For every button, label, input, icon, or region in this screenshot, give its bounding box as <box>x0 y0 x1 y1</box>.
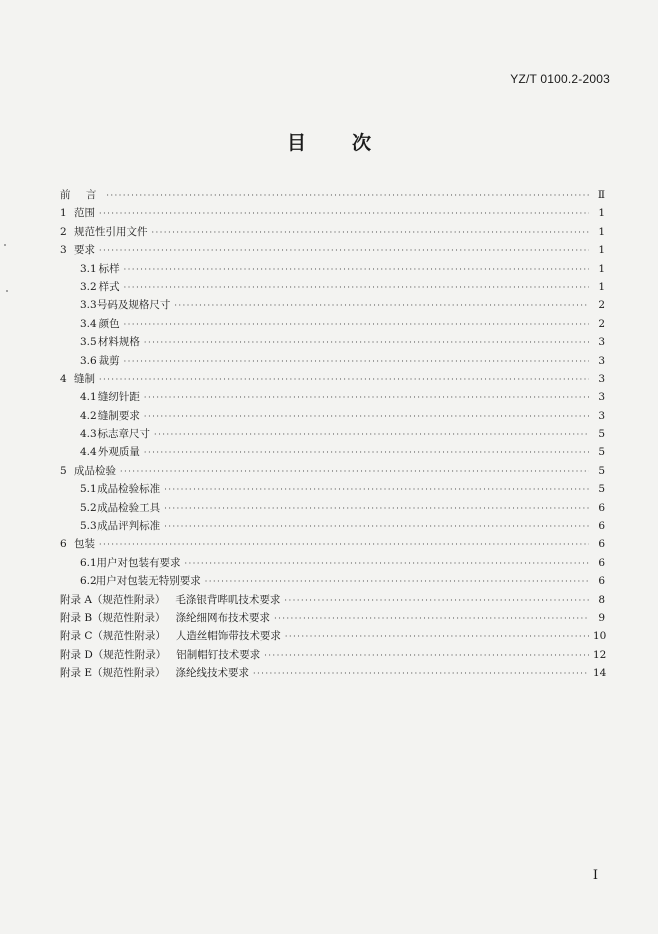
toc-entry-number: 1 <box>60 207 67 220</box>
toc-entry-preface[interactable] <box>60 186 605 204</box>
toc-subentry[interactable] <box>60 388 605 406</box>
toc-leader-dots <box>99 371 589 389</box>
toc-page-number: 1 <box>598 244 605 257</box>
toc-appendix-number: 附录 B（规范性附录） <box>60 611 166 624</box>
toc-entry-label: 标志章尺寸 <box>97 428 151 441</box>
toc-leader-dots <box>124 353 589 371</box>
toc-entry-number: 6.1 <box>80 556 97 569</box>
toc-subentry[interactable] <box>60 352 605 370</box>
toc-entry[interactable] <box>60 462 605 480</box>
toc-leader-dots <box>164 518 589 536</box>
toc-page-number: 3 <box>598 336 605 349</box>
toc-subentry[interactable] <box>60 554 605 572</box>
toc-page-number: 1 <box>598 207 605 220</box>
toc-leader-dots <box>164 500 589 518</box>
toc-page-number: 1 <box>598 262 605 275</box>
toc-page-number: 2 <box>598 299 605 312</box>
toc-appendix-entry[interactable] <box>60 609 605 627</box>
toc-entry-number: 5.2 <box>80 501 97 514</box>
toc-entry-label: 成品检验 <box>74 464 116 477</box>
toc-leader-dots <box>144 408 589 426</box>
toc-leader-dots <box>174 297 589 315</box>
toc-entry-label: 成品评判标准 <box>97 520 161 533</box>
toc-page-number: 6 <box>598 556 605 569</box>
toc-appendix-entry[interactable] <box>60 627 605 645</box>
scan-speck <box>4 244 6 246</box>
page-number-footer: I <box>592 868 598 883</box>
toc-leader-dots <box>152 224 590 242</box>
toc-page-number: 1 <box>598 280 605 293</box>
toc-subentry[interactable] <box>60 572 605 590</box>
toc-leader-dots <box>184 555 589 573</box>
toc-entry-label: 用户对包装无特别要求 <box>95 575 201 588</box>
toc-entry-label: 前 言 <box>60 189 103 201</box>
toc-leader-dots <box>124 316 589 334</box>
toc-entry-label: 涤纶细网布技术要求 <box>175 611 271 624</box>
toc-appendix-number: 附录 A（规范性附录） <box>60 593 166 606</box>
toc-entry-label: 外观质量 <box>97 446 140 459</box>
toc-entry-label: 缝制要求 <box>97 409 140 422</box>
page-title <box>0 128 658 155</box>
toc-entry-number: 5 <box>60 464 67 477</box>
toc-entry-number: 4 <box>60 372 67 385</box>
toc-leader-dots <box>205 573 589 591</box>
scan-speck <box>6 290 8 292</box>
toc-entry-label: 涤纶线技术要求 <box>175 667 250 680</box>
toc-subentry[interactable] <box>60 407 605 425</box>
toc-entry[interactable] <box>60 223 605 241</box>
toc-entry-number: 3.3 <box>80 299 97 312</box>
toc-entry-label: 规范性引用文件 <box>74 225 148 238</box>
toc-entry-number: 6.2 <box>80 575 97 588</box>
toc-entry[interactable] <box>60 241 605 259</box>
toc-subentry[interactable] <box>60 425 605 443</box>
toc-leader-dots <box>124 279 589 297</box>
toc-page-number: Ⅱ <box>597 189 605 201</box>
toc-entry-label: 样式 <box>98 280 120 293</box>
toc-entry-label: 号码及规格尺寸 <box>96 299 171 312</box>
toc-entry-number: 4.2 <box>80 409 97 422</box>
toc-subentry[interactable] <box>60 443 605 461</box>
toc-leader-dots <box>99 536 589 554</box>
toc-entry-number: 4.3 <box>80 428 97 441</box>
toc-page-number: 14 <box>593 667 607 680</box>
toc-leader-dots <box>285 628 589 646</box>
toc-appendix-entry[interactable] <box>60 646 605 664</box>
document-code: YZ/T 0100.2-2003 <box>510 72 610 86</box>
toc-page-number: 3 <box>598 372 605 385</box>
toc-leader-dots <box>154 426 589 444</box>
toc-entry-number: 5.3 <box>80 520 97 533</box>
toc-page-number: 5 <box>598 464 605 477</box>
toc-page-number: 10 <box>593 630 607 643</box>
toc-leader-dots <box>106 187 589 205</box>
toc-subentry[interactable] <box>60 296 605 314</box>
toc-entry-label: 范围 <box>74 207 95 220</box>
toc-page-number: 9 <box>598 611 605 624</box>
toc-page-number: 6 <box>598 501 605 514</box>
table-of-contents <box>60 186 605 683</box>
toc-entry-label: 成品检验工具 <box>97 501 161 514</box>
toc-appendix-number: 附录 C（规范性附录） <box>60 630 166 643</box>
toc-page-number: 3 <box>598 354 605 367</box>
toc-subentry[interactable] <box>60 278 605 296</box>
toc-entry-label: 要求 <box>74 244 95 257</box>
toc-entry-label: 用户对包装有要求 <box>96 556 181 569</box>
toc-appendix-number: 附录 D（规范性附录） <box>60 648 167 661</box>
toc-leader-dots <box>99 205 589 223</box>
toc-entry-label: 颜色 <box>98 317 120 330</box>
toc-entry-label: 成品检验标准 <box>97 483 161 496</box>
toc-leader-dots <box>284 592 589 610</box>
toc-entry-label: 铝制帽钉技术要求 <box>176 648 261 661</box>
toc-page-number: 8 <box>598 593 605 606</box>
toc-entry-label: 人造丝帽饰带技术要求 <box>175 630 281 643</box>
toc-entry-number: 3.6 <box>80 354 97 367</box>
toc-appendix-entry[interactable] <box>60 664 605 682</box>
toc-page-number: 1 <box>598 225 605 238</box>
toc-page-number: 2 <box>598 317 605 330</box>
toc-entry-number: 3.4 <box>80 317 97 330</box>
toc-page-number: 3 <box>598 409 605 422</box>
toc-appendix-number: 附录 E（规范性附录） <box>60 667 166 680</box>
toc-page-number: 5 <box>598 428 605 441</box>
toc-leader-dots <box>144 444 589 462</box>
toc-leader-dots <box>124 261 589 279</box>
toc-page-number: 3 <box>598 391 605 404</box>
title-char-1: 目 <box>286 132 306 154</box>
toc-entry[interactable] <box>60 535 605 553</box>
toc-subentry[interactable] <box>60 333 605 351</box>
toc-page-number: 5 <box>598 483 605 496</box>
toc-leader-dots <box>120 463 589 481</box>
toc-entry-label: 材料规格 <box>97 336 140 349</box>
toc-entry-number: 3.2 <box>80 280 97 293</box>
toc-entry-label: 裁剪 <box>98 354 120 367</box>
toc-entry[interactable] <box>60 204 605 222</box>
toc-entry-number: 3.1 <box>80 262 97 275</box>
toc-entry-label: 包装 <box>74 538 95 551</box>
toc-page-number: 6 <box>598 538 605 551</box>
toc-entry-label: 缝制 <box>74 372 95 385</box>
toc-entry-number: 4.4 <box>80 446 97 459</box>
toc-entry-number: 6 <box>60 538 67 551</box>
toc-entry-number: 3.5 <box>80 336 97 349</box>
toc-leader-dots <box>99 242 589 260</box>
toc-subentry[interactable] <box>60 499 605 517</box>
toc-entry-label: 毛涤银背哔叽技术要求 <box>175 593 281 606</box>
toc-page-number: 6 <box>598 520 605 533</box>
toc-entry-number: 3 <box>60 244 67 257</box>
toc-page-number: 5 <box>598 446 605 459</box>
toc-leader-dots <box>144 334 589 352</box>
toc-entry[interactable] <box>60 370 605 388</box>
toc-entry-label: 标样 <box>98 262 120 275</box>
toc-page-number: 6 <box>598 575 605 588</box>
toc-entry-label: 缝纫针距 <box>97 391 140 404</box>
toc-leader-dots <box>274 610 589 628</box>
toc-page-number: 12 <box>593 648 607 661</box>
toc-subentry[interactable] <box>60 480 605 498</box>
toc-subentry[interactable] <box>60 315 605 333</box>
toc-leader-dots <box>164 481 589 499</box>
toc-entry-number: 4.1 <box>80 391 97 404</box>
title-char-2: 次 <box>352 132 372 154</box>
toc-leader-dots <box>264 647 589 665</box>
toc-entry-number: 2 <box>60 225 67 238</box>
toc-entry-number: 5.1 <box>80 483 97 496</box>
toc-subentry[interactable] <box>60 517 605 535</box>
toc-leader-dots <box>253 665 589 683</box>
toc-leader-dots <box>144 389 589 407</box>
toc-subentry[interactable] <box>60 260 605 278</box>
toc-appendix-entry[interactable] <box>60 591 605 609</box>
